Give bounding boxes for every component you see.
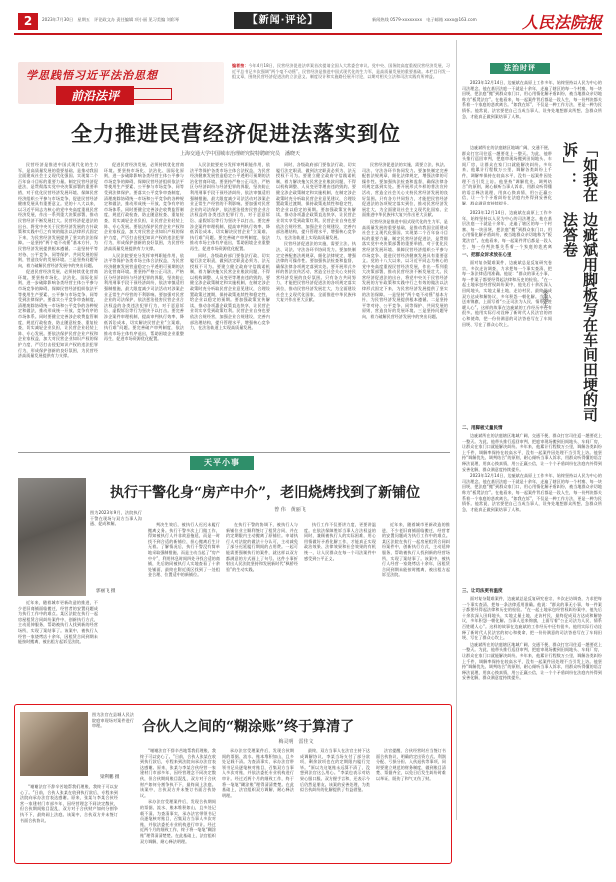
- essay-column-2: [462, 433, 602, 583]
- story1-paragraph: 判决生效后，被执行人迟迟未履行搬离义务。执行干警多次上门做工作，得知被执行人并非故意拖延，而是一时找不到合适的新铺位，担心搬离后生计无着。了解情况后，执行干警没有简单地采取强制措施，而是主动当起了“房产中介”，利用休息时间四处寻找合适的商铺，先后陪同被执行人实地查看了十余处铺面，最终在附近街区找到了一处租金合理、位置适中的新铺位。: [148, 522, 220, 578]
- story2-paragraph: “谢谢法官不辞辛苦地帮我们理账，我终于可以安心了。”日前，合伙人张某在收到执行款后，专程来到法院向承办法官表达感谢。原来，张某与李某合伙经营一家建材门市部多年，因经营理念不同决定散伙，但合伙期间账目混乱，双方对于合伙财产如何分割争执不下，最终闹上法庭。该案中，合伙双方并未签订书面合伙协议。: [20, 784, 118, 823]
- feature-paragraph: 人民法院要充分发挥审判职能作用，依法平等保护各类市场主体合法权益，为民营经济健康发展营造稳定公平透明可预期的法治化营商环境。要坚持严格公正司法，严格区分经济纠纷与经济犯罪的界限，坚决防止利用刑事手段干预经济纠纷，依法审慎适用强制措施，最大限度减少司法活动对涉案企业正常生产经营的不利影响。要加强对民营企业的司法保护，依法惩治侵害民营企业合法权益的各类违法犯罪行为，对于恶意诉讼、虚假诉讼等行为坚决予以打击。要完善涉企案件审理机制，提高审判执行效率，降低诉讼成本，切实解决民营企业“立案难、执行难”问题。要完善破产审判制度，依法推动市场主体有序退出，帮助困境企业重整再生，促进市场资源优化配置。: [104, 252, 184, 342]
- story1-caption: [90, 510, 142, 580]
- essay-paragraph: 边疵斌所在的法庭辖区地域广阔，交通不便，群众打官司往返一趟要花上一整天。为此，他带头推行巡回审判，把庭审现场搬到田间地头、车间厂房，让群众在家门口就能解决纠纷。多年来，他累计行程数万公里，调解各类纠纷上千件，调解率保持在较高水平，没有一起案件因处理不当引发上访。他坚持“调解优先、调判结合”的原则，耐心倾听当事人诉求，用群众听得懂的语言释法说理，用真心换真情，用公正赢公信，让一个个矛盾纠纷在法庭内外得到妥善化解，群众满意度持续提升。: [462, 433, 602, 472]
- masthead-right-info: 新闻热线 0579-xxxxxxxx 电子邮箱 xxxx@163.com: [372, 17, 477, 22]
- feature-paragraph: 民营经济是推进中国式现代化的生力军，是高质量发展的重要基础，是推动我国全面建成社会主义现代化强国、实现第二个百年奋斗目标的重要力量。制定民营经济促进法，是贯彻落实党中央决策部署的重要举措，对于优化民营经济发展环境、保障民营经济组织公平参与市场竞争、促进民营经济健康发展具有重要意义。党的十八大以来，以习近平同志为核心的党中央高度重视民营经济发展，作出一系列重大决策部署，推动民营经济不断发展壮大。民营经济促进法的出台，将党中央关于民营经济发展的方针政策和实践中行之有效的做法以法律形式固定下来，为民营经济发展提供了坚实的法治保障。一是坚持“两个毫不动摇”基本方针，为民营经济发展提供根本遵循。二是坚持平等对待、公平竞争、同等保护、共同发展的原则，营造良好的发展环境。三是坚持问题导向，着力破解民营经济发展中的突出问题。: [18, 162, 98, 268]
- section-rule: [18, 452, 450, 453]
- story1-paragraph: 近年来，随着城市更新改造的推进，不少老旧商铺面临搬迁，经营者的安置问题成为执行工作中的难点。某区法院在执行一起房屋租赁合同纠纷案件中，创新执行方式，主动延伸服务，帮助被执行人找到新的经营场所，实现了案结事了。该案中，被执行人经营一家烧烤店十余年，因租赁合同到期未能按时搬离，被出租方起诉至法院。: [382, 522, 450, 578]
- essay-subhead-1: 一、把群众诉求放在心里: [462, 253, 512, 258]
- story1-paragraph: 在执行干警的协调下，被执行人与新铺位业主顺利签订了租赁合同，并在约定期限内主动搬离了原铺位。申请执行人对法院的做法十分认可，主动减免了部分迟延履行期间的占用费。一起可能需要强制执行的案件，就这样以双方都满意的方式画上了句号。这件小事折射出人民法院坚持和发展新时代“枫桥经验”的生动实践。: [226, 522, 298, 572]
- story2-column-2: [140, 748, 216, 856]
- story1-photo: [18, 478, 86, 596]
- feature-column-3: [190, 162, 270, 448]
- feature-column-5: [362, 162, 448, 448]
- column-divider: [456, 40, 457, 820]
- section-banner: 【新闻·评论】: [234, 12, 332, 29]
- feature-column-1: [18, 162, 98, 448]
- essay-paragraph: 边疵斌所在的法庭辖区地域广阔，交通不便，群众打官司往返一趟要花上一整天。为此，他带头推行巡回审判，把庭审现场搬到田间地头、车间厂房，让群众在家门口就能解决纠纷。多年来，他累计行程数万公里，调解各类纠纷上千件，调解率保持在较高水平，没有一起案件因处理不当引发上访。他坚持“调解优先、调判结合”的原则，耐心倾听当事人诉求，用群众听得懂的语言释法说理，用真心换真情，用公正赢公信，让一个个矛盾纠纷在法庭内外得到妥善化解，群众满意度持续提升。: [462, 145, 552, 205]
- story2-paragraph: 承办法官受理案件后，发现合伙期间的票据、流水、账本堆积如山，且多处记载不清。为查清事实，承办法官带领书记员逐笔核对账目，召集双方当事人多次对账，并依法委托专业机构进行审计。经过近两个月的细致工作，终于将一笔笔“糊涂账”理得清清楚楚。在此基础上，法官组织双方调解，耐心释法明理。: [140, 799, 216, 844]
- essay-vertical-title: [560, 142, 600, 422]
- story1-caption-text: 图为2023年9月，法院执行干警在现场与双方当事人沟通、促成和解。: [90, 510, 142, 527]
- essay-paragraph: 边疵斌所在的法庭辖区地域广阔，交通不便，群众打官司往返一趟要花上一整天。为此，他带头推行巡回审判，把庭审现场搬到田间地头、车间厂房，让群众在家门口就能解决纠纷。多年来，他累计行程数万公里，调解各类纠纷上千件，调解率保持在较高水平，没有一起案件因处理不当引发上访。他坚持“调解优先、调判结合”的原则，耐心倾听当事人诉求，用群众听得懂的语言释法说理，用真心换真情，用公正赢公信，让一个个矛盾纠纷在法庭内外得到妥善化解，群众满意度持续提升。: [462, 641, 602, 681]
- feature-paragraph: 民营经济促进法的实施，需要立法、执法、司法、守法各环节协同发力。要加快制定完善配套法规规章，细化法律规定，增强法律的可操作性。要加强执法检查和监督，确保法律各项规定落到实处。要开展形式多样的普法宣传活动，营造全社会关心支持民营经济发展的良好氛围。只有各方共同努力，才能把民营经济促进法的各项规定落实到位，推动民营经济发展壮大，为全面建设社会主义现代化国家、全面推进中华民族伟大复兴作出更大贡献。: [276, 241, 356, 303]
- feature-column-2: [104, 162, 184, 448]
- editor-note: [232, 63, 450, 109]
- story1-paragraph: 近年来，随着城市更新改造的推进，不少老旧商铺面临搬迁，经营者的安置问题成为执行工作中的难点。某区法院在执行一起房屋租赁合同纠纷案件中，创新执行方式，主动延伸服务，帮助被执行人找到新的经营场所，实现了案结事了。该案中，被执行人经营一家烧烤店十余年，因租赁合同到期未能按时搬离，被出租方起诉至法院。: [18, 600, 98, 645]
- story2-column-4: [300, 748, 370, 856]
- story2-title: 合伙人之间的“糊涂账”终于算清了: [142, 719, 355, 735]
- essay-column-1: [462, 145, 552, 205]
- essay-intro-text: [462, 80, 602, 140]
- feature-paragraph: 促进民营经济发展，必须持续优化营商环境。要坚持市场化、法治化、国际化原则，进一步破除影响各类经营主体公平参与市场竞争的障碍，保障民营经济组织依法平等使用生产要素、公平参与市场竞争、同等受到法律保护。要落实公平竞争审查制度，清理废除妨碍统一市场和公平竞争的各种规定和做法，推动形成统一开放、竞争有序的市场体系。同时要健全完善涉企收费监管制度，规范行政检查，防止随意检查、重复检查，切实减轻企业负担，让民营企业轻装上阵、专心发展。要依法保护民营企业产权和企业家权益，加大对民营企业知识产权的保护力度，严厉打击侵犯知识产权的违法犯罪行为，形成保护创新的良好氛围，为民营经济高质量发展提供有力支撑。: [18, 269, 98, 359]
- banner-slogan: 学思践悟习近平法治思想: [26, 69, 158, 82]
- essay-paragraph: 面对复杂疑难案件，边疵斌总是反复研究卷宗，多次走访调查，力求把每一个事实查清、把每一条法律适用准确。他说：“群众的事无小事，每一件案子都要经得起法律和历史的检验。”在一起土地承包经营权纠纷案中，他先后十余次深入田间地头，实地丈量土地，走访村民，最终促成双方达成和解协议，多年积怨一朝化解。当事人送来锦旗，上面写着“公正司法为人民，情系百姓暖人心”。这样的故事在边疵斌的工作经历中还有很多。他用实际行动诠释了新时代人民法官的初心和使命，把一份份满意的司法答卷写在了车间田埂、写在了群众心坎上。: [462, 596, 602, 641]
- feature-paragraph: 促进民营经济发展，必须持续优化营商环境。要坚持市场化、法治化、国际化原则，进一步破除影响各类经营主体公平参与市场竞争的障碍，保障民营经济组织依法平等使用生产要素、公平参与市场竞争、同等受到法律保护。要落实公平竞争审查制度，清理废除妨碍统一市场和公平竞争的各种规定和做法，推动形成统一开放、竞争有序的市场体系。同时要健全完善涉企收费监管制度，规范行政检查，防止随意检查、重复检查，切实减轻企业负担，让民营企业轻装上阵、专心发展。要依法保护民营企业产权和企业家权益，加大对民营企业知识产权的保护力度，严厉打击侵犯知识产权的违法犯罪行为，形成保护创新的良好氛围，为民营经济高质量发展提供有力支撑。: [104, 162, 184, 251]
- feature-title: 全力推进民营经济促进法落实到位: [71, 121, 401, 146]
- feature-paragraph: 同时，各级政府部门要依法行政，切实履行法定职责，做到法定职责必须为、法无授权不可为。要建立健全政府守信践诺机制，着力解决拖欠民营企业账款问题，不得以机构调整、人员变更等理由违约毁约。要健全涉企政策制定和实施机制，在制定涉企政策时充分听取民营企业意见建议，合理设置政策过渡期，保持政策连续性和稳定性，给企业以稳定的预期。要加强政策宣传解读，推动各项惠企政策直达快享，让民营企业切实享受到政策红利。民营企业自身也要依法合规经营，加强企业合规建设，完善内部治理结构，提升管理水平，增强核心竞争力，在法治轨道上实现高质量发展。: [276, 162, 356, 240]
- essay-column-1b: [462, 210, 552, 250]
- story1-title: 执行干警化身“房产中介”，老旧烧烤找到了新铺位: [110, 485, 421, 501]
- feature-paragraph: 人民法院要充分发挥审判职能作用，依法平等保护各类市场主体合法权益，为民营经济健康发展营造稳定公平透明可预期的法治化营商环境。要坚持严格公正司法，严格区分经济纠纷与经济犯罪的界限，坚决防止利用刑事手段干预经济纠纷，依法审慎适用强制措施，最大限度减少司法活动对涉案企业正常生产经营的不利影响。要加强对民营企业的司法保护，依法惩治侵害民营企业合法权益的各类违法犯罪行为，对于恶意诉讼、虚假诉讼等行为坚决予以打击。要完善涉企案件审理机制，提高审判执行效率，降低诉讼成本，切实解决民营企业“立案难、执行难”问题。要完善破产审判制度，依法推动市场主体有序退出，帮助困境企业重整再生，促进市场资源优化配置。: [190, 162, 270, 251]
- essay-paragraph: 2023年12月14日，边疵斌在高原上工作多年，始终坚持以人民为中心的司法理念。他在基层法庭一干就是十余年，走遍了辖区的每一个村寨、每一块田埂，把法庭“搬”到群众家门口，用心用情化解矛盾纠纷，被当地群众亲切地称为“板凳法官”。在他看来，每一起案件背后都是一段人生，每一份判决都关系着一个家庭的悲欢离: [462, 210, 552, 249]
- essay-subhead-2: 二、用脚板丈量民情: [462, 426, 503, 431]
- essay-author: 梁丽生: [541, 290, 548, 308]
- banner-column-name: 前沿法评: [56, 86, 134, 105]
- editor-note-text: 今年4月18日，民营经济促进法草案首次提请全国人大常委会审议。党中央、国务院高度重视民营经济发展，习近平总书记多次强调“两个毫不动摇”。民营经济是推进中国式现代化的生力军，是高质量发展的重要基础。本栏目刊发一组文章，围绕民营经济促进法的立法意义、制度设计和实施路径展开讨论，以期对相关立法和司法实践有所裨益。: [232, 63, 450, 80]
- newspaper-brand: 人民法院报: [522, 13, 603, 32]
- story2-photo-credit: 梁利鹏 摄: [100, 775, 120, 780]
- feature-column-4: [276, 162, 356, 448]
- masthead-left-info: 2023年7月30日 星期五 评论政文办 责任编辑 项小丽 见习美编 刘彩琴: [42, 17, 180, 22]
- story2-paragraph: “谢谢法官不辞辛苦地帮我们理账，我终于可以安心了。”日前，合伙人张某在收到执行款后，专程来到法院向承办法官表达感谢。原来，张某与李某合伙经营一家建材门市部多年，因经营理念不同决定散伙，但合伙期间账目混乱，双方对于合伙财产如何分割争执不下，最终闹上法庭。该案中，合伙双方并未签订书面合伙协议。: [140, 748, 216, 798]
- story2-caption: [92, 712, 134, 772]
- page-number: 2: [18, 13, 38, 30]
- story2-photo: [20, 712, 88, 776]
- editor-note-label: 编者按：: [232, 63, 249, 68]
- essay-title-part-1: 「如我在诉」：: [561, 142, 599, 202]
- story2-caption-text: 图为法官在县城人民法院庭审现场对案件进行审理。: [92, 712, 134, 729]
- feature-paragraph: 民营经济促进法的实施，需要立法、执法、司法、守法各环节协同发力。要加快制定完善配套法规规章，细化法律规定，增强法律的可操作性。要加强执法检查和监督，确保法律各项规定落到实处。要开展形式多样的普法宣传活动，营造全社会关心支持民营经济发展的良好氛围。只有各方共同努力，才能把民营经济促进法的各项规定落实到位，推动民营经济发展壮大，为全面建设社会主义现代化国家、全面推进中华民族伟大复兴作出更大贡献。: [362, 162, 448, 218]
- essay-paragraph: 2023年12月14日，边疵斌在高原上工作多年，始终坚持以人民为中心的司法理念。他在基层法庭一干就是十余年，走遍了辖区的每一个村寨、每一块田埂，把法庭“搬”到群众家门口，用心用情化解矛盾纠纷，被当地群众亲切地称为“板凳法官”。在他看来，每一起案件背后都是一段人生，每一份判决都关系着一个家庭的悲欢离合。“如我在诉”，不仅是一种工作方法，更是一种为民情怀。他常说，法官要把自己当成当事人，设身处地想群众所想、急群众所急，才能真正做到案结事了人和。: [462, 80, 602, 119]
- feature-paragraph: 同时，各级政府部门要依法行政，切实履行法定职责，做到法定职责必须为、法无授权不可为。要建立健全政府守信践诺机制，着力解决拖欠民营企业账款问题，不得以机构调整、人员变更等理由违约毁约。要健全涉企政策制定和实施机制，在制定涉企政策时充分听取民营企业意见建议，合理设置政策过渡期，保持政策连续性和稳定性，给企业以稳定的预期。要加强政策宣传解读，推动各项惠企政策直达快享，让民营企业切实享受到政策红利。民营企业自身也要依法合规经营，加强企业合规建设，完善内部治理结构，提升管理水平，增强核心竞争力，在法治轨道上实现高质量发展。: [190, 252, 270, 331]
- story2-paragraph: 承办法官受理案件后，发现合伙期间的票据、流水、账本堆积如山，且多处记载不清。为查清事实，承办法官带领书记员逐笔核对账目，召集双方当事人多次对账，并依法委托专业机构进行审计。经过近两个月的细致工作，终于将一笔笔“糊涂账”理得清清楚楚。在此基础上，法官组织双方调解，耐心释法明理。: [222, 748, 294, 798]
- story2-column-5: [376, 748, 446, 856]
- essay-column-3: [462, 596, 602, 816]
- story2-column-1: [20, 784, 118, 856]
- masthead-rule: [14, 33, 602, 35]
- feature-paragraph: 民营经济是推进中国式现代化的生力军，是高质量发展的重要基础，是推动我国全面建成社会主义现代化强国、实现第二个百年奋斗目标的重要力量。制定民营经济促进法，是贯彻落实党中央决策部署的重要举措，对于优化民营经济发展环境、保障民营经济组织公平参与市场竞争、促进民营经济健康发展具有重要意义。党的十八大以来，以习近平同志为核心的党中央高度重视民营经济发展，作出一系列重大决策部署，推动民营经济不断发展壮大。民营经济促进法的出台，将党中央关于民营经济发展的方针政策和实践中行之有效的做法以法律形式固定下来，为民营经济发展提供了坚实的法治保障。一是坚持“两个毫不动摇”基本方针，为民营经济发展提供根本遵循。二是坚持平等对待、公平竞争、同等保护、共同发展的原则，营造良好的发展环境。三是坚持问题导向，着力破解民营经济发展中的突出问题。: [362, 218, 448, 320]
- story1-paragraph: 执行工作不仅要讲力度，更要讲温度。在依法保障胜诉当事人合法权益的同时，兼顾被执行人的实际困难，用心用情做好矛盾化解工作，才能真正实现政治效果、法律效果和社会效果的有机统一，让人民群众在每一个司法案件中感受到公平正义。: [304, 522, 376, 561]
- essay-paragraph: 面对复杂疑难案件，边疵斌总是反复研究卷宗，多次走访调查，力求把每一个事实查清、把每一条法律适用准确。他说：“群众的事无小事，每一件案子都要经得起法律和历史的检验。”在一起土地承包经营权纠纷案中，他先后十余次深入田间地头，实地丈量土地，走访村民，最终促成双方达成和解协议，多年积怨一朝化解。当事人送来锦旗，上面写着“公正司法为人民，情系百姓暖人心”。这样的故事在边疵斌的工作经历中还有很多。他用实际行动诠释了新时代人民法官的初心和使命，把一份份满意的司法答卷写在了车间田埂、写在了群众心坎上。: [462, 260, 552, 327]
- story2-paragraph: 最终，双方当事人在法官主持下达成调解协议，李某当场支付了部分款项，剩余款项也在约定期限内履行完毕。“原以为这笔账永远算不清了，没想到法官这么用心。”李某也表示对结果心服口服。双方握手言和，还表示今后仍然是朋友。该案的妥善处理，为类似合伙纠纷的化解提供了有益借鉴。: [300, 748, 370, 793]
- story2-paragraph: 法官提醒，合伙经营时应当签订书面合伙协议，明确约定出资方式、利润分配、亏损分担、入伙退伙等事项，同时要建立规范的财务制度，做到账目清楚、票据齐全，以免日后发生纠纷时难以举证，既伤了和气又伤了财。: [376, 748, 446, 781]
- story2-column-3: [222, 748, 294, 856]
- story1-photo-credit: 郭丽飞 摄: [96, 589, 116, 594]
- story1-byline: 曾 伟 黄丽飞: [274, 507, 306, 513]
- essay-column-1c: [462, 260, 552, 420]
- feature-byline: 上海交通大学中国城市治理研究院特聘研究员 潘晓天: [179, 151, 300, 157]
- banner-column-tag: [130, 88, 172, 100]
- story2-byline: 梅灵明 雷佳文: [278, 739, 314, 745]
- essay-subhead-3: 三、让司法更有温度: [462, 589, 503, 594]
- story1-section-label: 天平小事: [190, 456, 254, 470]
- essay-section-label: 法治时评: [490, 63, 550, 74]
- essay-paragraph: 2023年12月14日，边疵斌在高原上工作多年，始终坚持以人民为中心的司法理念。他在基层法庭一干就是十余年，走遍了辖区的每一个村寨、每一块田埂，把法庭“搬”到群众家门口，用心用情化解矛盾纠纷，被当地群众亲切地称为“板凳法官”。在他看来，每一起案件背后都是一段人生，每一份判决都关系着一个家庭的悲欢离合。“如我在诉”，不仅是一种工作方法，更是一种为民情怀。他常说，法官要把自己当成当事人，设身处地想群众所想、急群众所急，才能真正做到案结事了人和。: [462, 473, 602, 512]
- essay-title-part-2: 边疵斌用脚板写在车间田埂的司法答卷: [561, 212, 599, 422]
